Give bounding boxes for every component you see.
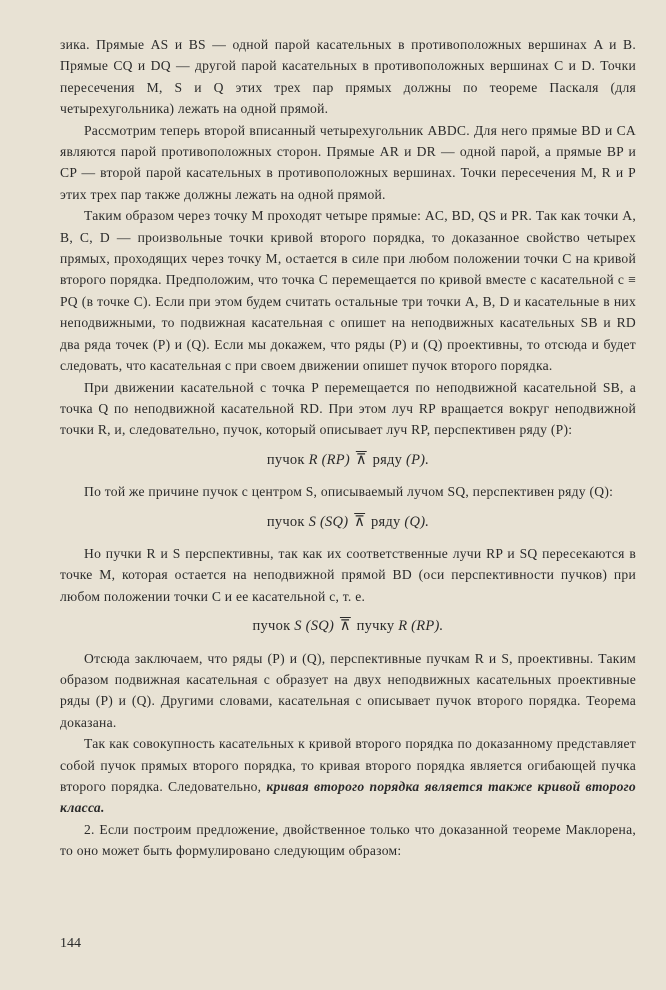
paragraph-text: Так как совокупность касательных к кривой второго порядка по доказанному представляет собой пучок прямых второго порядка, то кривая второго порядка является огибающей пучка второго порядка. Следовательно, bbox=[60, 736, 636, 794]
formula-mid: ряду bbox=[368, 451, 406, 468]
formula-rhs: R (RP). bbox=[398, 618, 444, 635]
formula-lhs: S (SQ) bbox=[294, 618, 335, 635]
formula-left: пучок bbox=[266, 513, 309, 530]
projectivity-symbol: ⊼ bbox=[355, 451, 367, 468]
formula-left: пучок bbox=[252, 618, 295, 635]
paragraph: При движении касательной c точка P перемещается по неподвижной касательной SB, а точка Q по неподвижной касательной RD. При этом луч RP вращается вокруг неподвижной точки R, и, следовательно, пучок, который описывает луч RP, перспективен ряду (P): bbox=[60, 379, 636, 438]
paragraph: По той же причине пучок с центром S, описываемый лучом SQ, перспективен ряду (Q): bbox=[84, 484, 614, 500]
emphasized-conclusion: кривая второго порядка является также кривой второго класса. bbox=[60, 779, 636, 816]
projectivity-symbol: ⊼ bbox=[339, 618, 351, 635]
formula-rhs: (P). bbox=[406, 451, 430, 468]
formula-pencil-r bbox=[60, 450, 636, 471]
paragraph: Таким образом через точку M проходят четыре прямые: AC, BD, QS и PR. Так как точки A, B, C, D — произвольные точки кривой второго порядка, то доказанное свойство четырех прямых, проходящих через точку M, остается в силе при любом положении точки C на кривой второго порядка. Предположим, что точка C перемещается по кривой вместе с касательной c ≡ PQ (в точке C). Если при этом будем считать остальные три точки A, B, D и касательные в них неподвижными, то подвижная касательная c опишет на неподвижных касательных SB и RD два ряда точек (P) и (Q). Если мы докажем, что ряды (P) и (Q) проективны, то отсюда и будет следовать, что касательная c при своем движении опишет пучок второго порядка. bbox=[60, 208, 636, 374]
projectivity-symbol: ⊼ bbox=[354, 513, 366, 530]
formula-mid: пучку bbox=[352, 618, 399, 635]
formula-lhs: R (RP) bbox=[308, 451, 350, 468]
formula-rhs: (Q). bbox=[404, 513, 430, 530]
formula-mid: ряду bbox=[367, 513, 405, 530]
formula-lhs: S (SQ) bbox=[308, 513, 349, 530]
formula-left: пучок bbox=[266, 451, 309, 468]
paragraph bbox=[60, 733, 636, 819]
paragraph: Но пучки R и S перспективны, так как их соответственные лучи RP и SQ пересекаются в точке M, которая остается на неподвижной прямой BD (оси перспективности пучков) при любом положении точки C и ее касательной c, т. е. bbox=[60, 545, 636, 604]
formula-pencils bbox=[60, 616, 636, 637]
paragraph: 2. Если построим предложение, двойственное только что доказанной теореме Маклорена, то оно может быть формулировано следующим образом: bbox=[60, 821, 636, 859]
page-body bbox=[60, 34, 636, 862]
paragraph: Отсюда заключаем, что ряды (P) и (Q), перспективные пучкам R и S, проективны. Таким образом подвижная касательная c образует на двух неподвижных касательных проективные ряды (P) и (Q). Другими словами, касательная c описывает пучок второго порядка. Теорема доказана. bbox=[60, 650, 636, 730]
page-number: 144 bbox=[60, 936, 81, 951]
paragraph: зика. Прямые AS и BS — одной парой касательных в противоположных вершинах A и B. Прямые CQ и DQ — другой парой касательных в противоположных вершинах C и D. Точки пересечения M, S и Q этих трех пар прямых должны по теореме Паскаля (для четырехугольника) лежать на одной прямой. bbox=[60, 37, 636, 117]
paragraph: Рассмотрим теперь второй вписанный четырехугольник ABDC. Для него прямые BD и CA являются парой противоположных сторон. Прямые AR и DR — одной парой, а прямые BP и CP — второй парой касательных в противоположных вершинах. Точки пересечения M, R и P этих трех пар также должны лежать на одной прямой. bbox=[60, 122, 636, 202]
formula-pencil-s bbox=[60, 512, 636, 533]
